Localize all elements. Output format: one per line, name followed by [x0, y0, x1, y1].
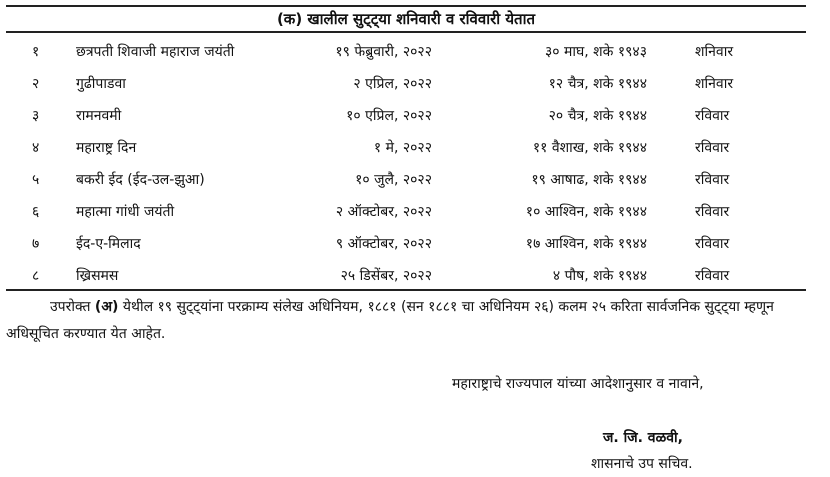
table-row	[6, 100, 806, 132]
table-row	[6, 164, 806, 196]
signatory-name: ज. जि. वळवी,	[603, 430, 683, 446]
gregorian-date: १० जुलै, २०२२	[355, 172, 432, 188]
serial-number: ८	[32, 268, 40, 284]
holiday-table	[6, 36, 806, 292]
gregorian-date: २५ डिसेंबर, २०२२	[340, 268, 432, 284]
weekday: रविवार	[695, 236, 730, 252]
order-line: महाराष्ट्राचे राज्यपाल यांच्या आदेशानुसार व नावाने,	[452, 376, 704, 392]
weekday: शनिवार	[695, 44, 734, 60]
weekday: रविवार	[695, 268, 730, 284]
note-marker: (अ)	[94, 299, 119, 315]
gregorian-date: २ एप्रिल, २०२२	[353, 76, 432, 92]
serial-number: २	[32, 76, 40, 92]
holiday-name: ख्रिसमस	[76, 268, 119, 284]
holiday-name: छत्रपती शिवाजी महाराज जयंती	[76, 44, 235, 60]
serial-number: ४	[32, 140, 40, 156]
serial-number: ६	[32, 204, 40, 220]
section-title: (क) खालील सुट्ट्या शनिवारी व रविवारी येतात	[276, 10, 536, 28]
table-row	[6, 68, 806, 100]
gregorian-date: ९ ऑक्टोबर, २०२२	[335, 236, 432, 252]
weekday: रविवार	[695, 204, 730, 220]
weekday: रविवार	[695, 172, 730, 188]
table-row	[6, 196, 806, 228]
table-bottom-rule	[6, 289, 806, 291]
signatory-designation: शासनाचे उप सचिव.	[591, 456, 693, 472]
gregorian-date: २ ऑक्टोबर, २०२२	[335, 204, 432, 220]
weekday: शनिवार	[695, 76, 734, 92]
saka-date: २० चैत्र, शके १९४४	[548, 108, 647, 124]
serial-number: ३	[32, 108, 40, 124]
serial-number: ५	[32, 172, 40, 188]
saka-date: १९ आषाढ, शके १९४४	[531, 172, 647, 188]
saka-date: ११ वैशाख, शके १९४४	[532, 140, 647, 156]
holiday-name: रामनवमी	[76, 108, 122, 124]
serial-number: १	[32, 44, 40, 60]
note-lead: उपरोक्त	[50, 299, 91, 315]
serial-number: ७	[32, 236, 40, 252]
table-row	[6, 36, 806, 68]
section-header	[6, 5, 806, 33]
holiday-name: बकरी ईद (ईद-उल-झुआ)	[76, 172, 205, 188]
notification-paragraph	[6, 294, 806, 348]
weekday: रविवार	[695, 108, 730, 124]
gregorian-date: १९ फेब्रुवारी, २०२२	[335, 44, 432, 60]
table-row	[6, 132, 806, 164]
weekday: रविवार	[695, 140, 730, 156]
table-row	[6, 260, 806, 292]
holiday-name: गुढीपाडवा	[76, 76, 126, 92]
saka-date: ३० माघ, शके १९४३	[544, 44, 647, 60]
saka-date: १० आश्विन, शके १९४४	[525, 204, 647, 220]
saka-date: ४ पौष, शके १९४४	[552, 268, 647, 284]
gregorian-date: १० एप्रिल, २०२२	[346, 108, 432, 124]
gregorian-date: १ मे, २०२२	[373, 140, 432, 156]
holiday-name: महात्मा गांधी जयंती	[76, 204, 175, 220]
saka-date: १७ आश्विन, शके १९४४	[525, 236, 647, 252]
note-text: येथील १९ सुट्ट्यांना परक्राम्य संलेख अधिनियम, १८८१ (सन १८८१ चा अधिनियम २६) कलम २५ करिता सार्वजनिक सुट्ट्या म्हणून अधिसूचित करण्यात येत आहेत.	[6, 299, 774, 342]
holiday-name: ईद-ए-मिलाद	[76, 236, 141, 252]
table-row	[6, 228, 806, 260]
holiday-name: महाराष्ट्र दिन	[76, 140, 137, 156]
saka-date: १२ चैत्र, शके १९४४	[548, 76, 647, 92]
